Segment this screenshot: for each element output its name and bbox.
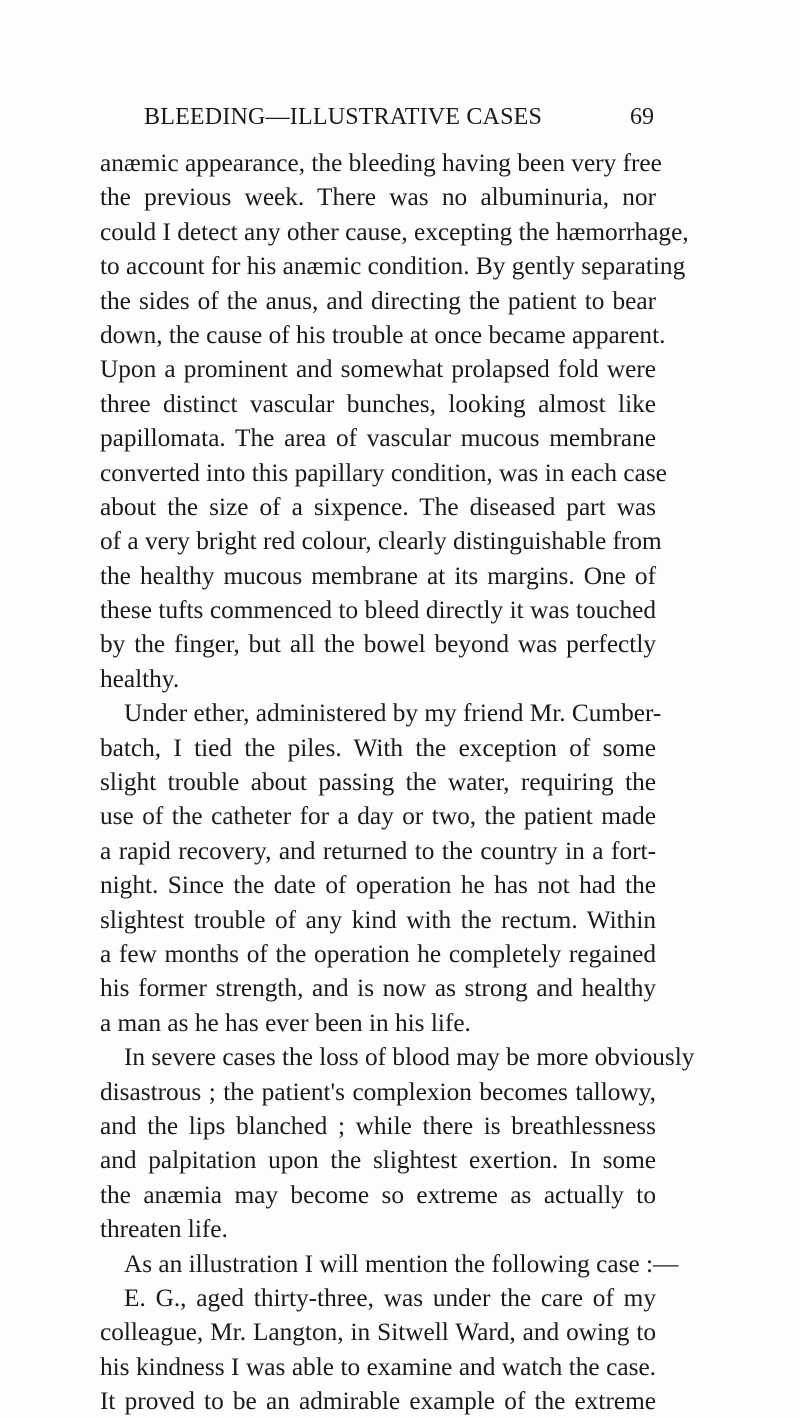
- text-line: healthy.: [100, 664, 180, 693]
- paragraph: [100, 1247, 679, 1281]
- text-line: and the lips blanched ; while there is breathlessness: [100, 1111, 656, 1140]
- text-line: and palpitation upon the slightest exertion. In some: [100, 1146, 656, 1175]
- paragraph: [100, 1040, 695, 1246]
- text-line: In severe cases the loss of blood may be more obviously: [124, 1043, 695, 1072]
- text-line: As an illustration I will mention the following case :—: [124, 1249, 679, 1278]
- page-number: 69: [630, 104, 654, 130]
- text-line: use of the catheter for a day or two, the patient made: [100, 802, 656, 831]
- text-line: these tufts commenced to bleed directly it was touched: [100, 596, 656, 625]
- text-line: papillomata. The area of vascular mucous membrane: [100, 424, 656, 453]
- text-line: a rapid recovery, and returned to the country in a fort-: [100, 836, 656, 865]
- text-line: the previous week. There was no albuminuria, nor: [100, 183, 656, 212]
- text-line: down, the cause of his trouble at once became apparent.: [100, 320, 666, 349]
- body-text: [100, 146, 695, 1418]
- text-line: disastrous ; the patient's complexion becomes tallowy,: [100, 1077, 656, 1106]
- paragraph: [100, 696, 662, 1040]
- text-line: anæmic appearance, the bleeding having been very free: [100, 149, 662, 177]
- running-title: BLEEDING—ILLUSTRATIVE CASES: [144, 104, 543, 130]
- text-line: his kindness I was able to examine and watch the case.: [100, 1352, 656, 1381]
- text-line: the sides of the anus, and directing the patient to bear: [100, 286, 656, 315]
- text-line: his former strength, and is now as strong and healthy: [100, 974, 656, 1003]
- text-line: about the size of a sixpence. The diseased part was: [100, 492, 656, 521]
- text-line: E. G., aged thirty-three, was under the care of my: [124, 1283, 656, 1312]
- running-head: [104, 104, 654, 140]
- text-line: could I detect any other cause, excepting the hæmorrhage,: [100, 217, 689, 246]
- text-line: three distinct vascular bunches, looking almost like: [100, 389, 656, 418]
- text-line: by the finger, but all the bowel beyond was perfectly: [100, 630, 656, 659]
- text-line: threaten life.: [100, 1215, 228, 1244]
- text-line: batch, I tied the piles. With the exception of some: [100, 733, 656, 762]
- text-line: a few months of the operation he completely regained: [100, 939, 656, 968]
- text-line: Upon a prominent and somewhat prolapsed fold were: [100, 355, 656, 384]
- text-line: of a very bright red colour, clearly distinguishable from: [100, 527, 662, 556]
- text-line: the healthy mucous membrane at its margins. One of: [100, 561, 656, 590]
- text-line: colleague, Mr. Langton, in Sitwell Ward, and owing to: [100, 1318, 656, 1347]
- text-line: night. Since the date of operation he has not had the: [100, 871, 656, 900]
- paragraph: [100, 1281, 656, 1418]
- paragraph: [100, 146, 689, 696]
- text-line: a man as he has ever been in his life.: [100, 1008, 471, 1037]
- text-line: It proved to be an admirable example of the extreme: [100, 1387, 656, 1416]
- text-line: Under ether, administered by my friend Mr. Cumber-: [124, 699, 662, 728]
- text-line: slightest trouble of any kind with the rectum. Within: [100, 905, 656, 934]
- text-line: to account for his anæmic condition. By gently separating: [100, 252, 686, 281]
- text-line: slight trouble about passing the water, requiring the: [100, 768, 656, 797]
- text-line: converted into this papillary condition, was in each case: [100, 458, 667, 487]
- text-line: the anæmia may become so extreme as actually to: [100, 1180, 656, 1209]
